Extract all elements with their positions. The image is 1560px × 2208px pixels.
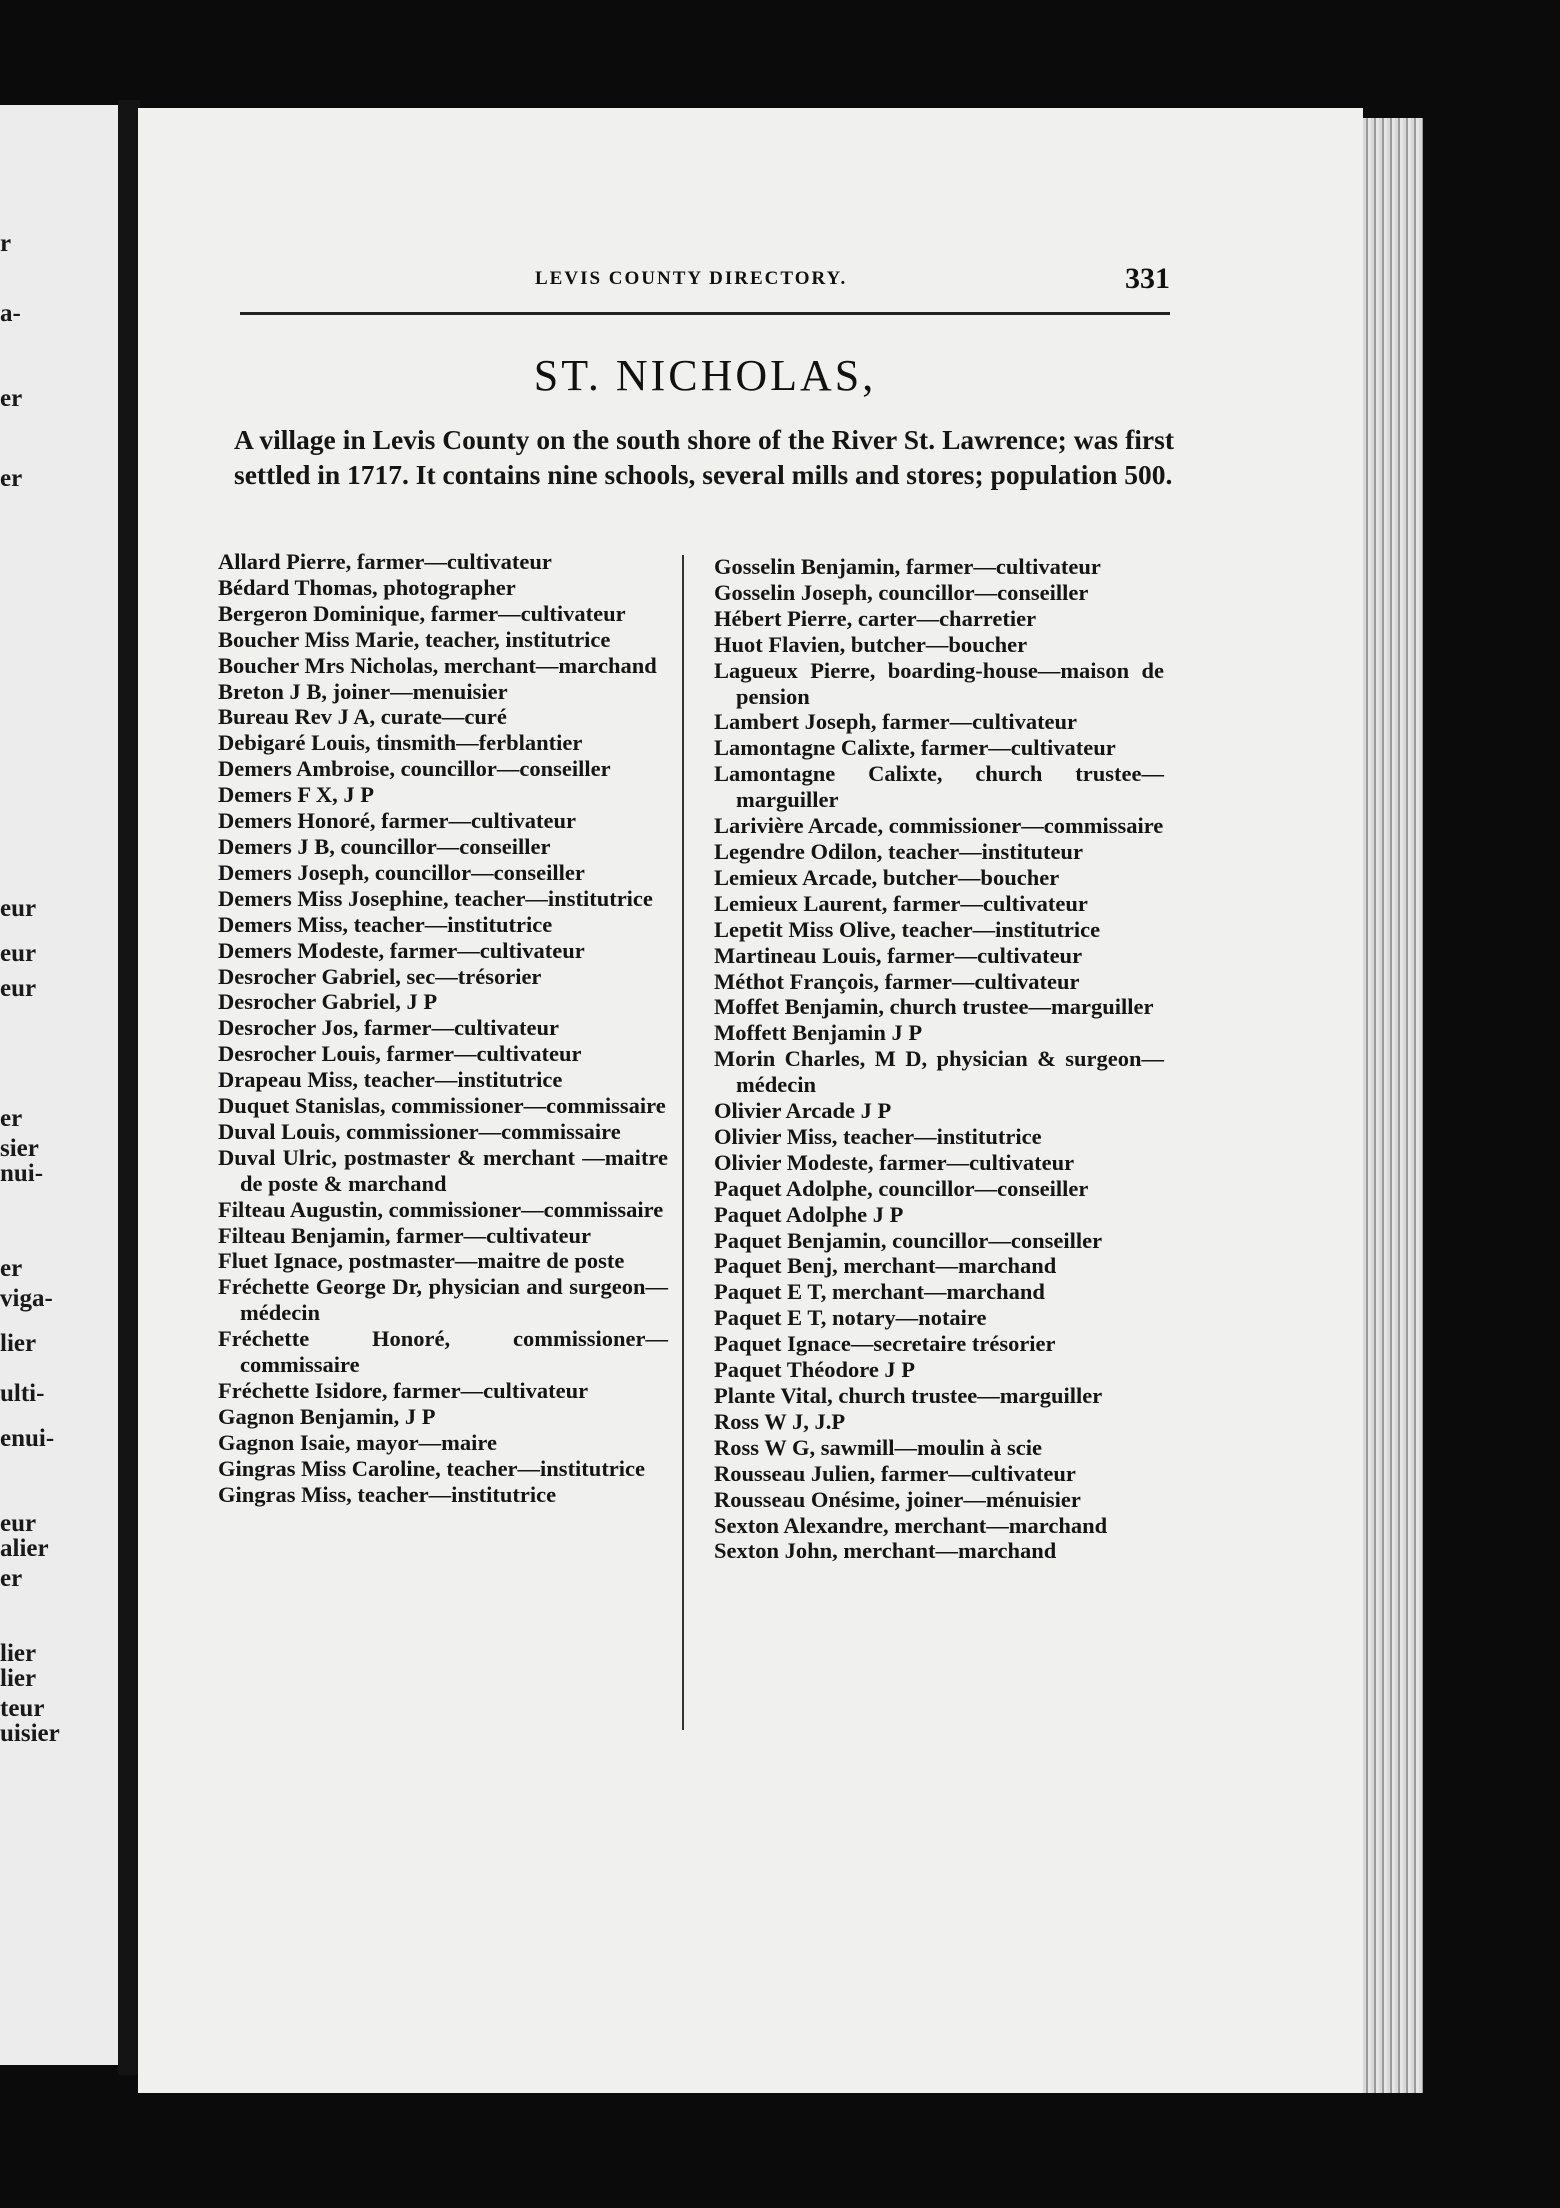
directory-entry: Lagueux Pierre, boarding-house—maison de pension (714, 657, 1164, 709)
left-page-fragment: er (0, 1255, 23, 1282)
directory-entry: Duquet Stanislas, commissioner—commissaire (218, 1093, 666, 1119)
directory-entry: Boucher Miss Marie, teacher, institutrice (218, 626, 611, 652)
left-page-fragment: er (0, 385, 23, 412)
left-page-fragment: eur (0, 895, 37, 922)
left-page-fragment: eur (0, 975, 37, 1002)
header-rule (240, 312, 1170, 315)
directory-entry: Lamontagne Calixte, farmer—cultivateur (714, 735, 1116, 761)
directory-entry: Demers Ambroise, councillor—conseiller (218, 756, 611, 782)
left-page-edge (0, 105, 121, 2065)
page-number: 331 (1125, 262, 1170, 295)
directory-entry: Paquet E T, notary—notaire (714, 1305, 987, 1331)
directory-entry: Bédard Thomas, photographer (218, 574, 516, 600)
directory-entry: Sexton John, merchant—marchand (714, 1538, 1057, 1564)
directory-entry: Gingras Miss, teacher—institutrice (218, 1481, 557, 1507)
left-page-fragment: uisier (0, 1720, 60, 1747)
left-page-fragment: enui- (0, 1425, 55, 1452)
left-page-fragment: lier (0, 1330, 37, 1357)
directory-entry: Paquet Adolphe J P (714, 1201, 904, 1227)
section-intro: A village in Levis County on the south shore of the River St. Lawrence; was first settled in 1717. It contains nine schools, several mills and stores; population 500. (234, 424, 1174, 490)
directory-entry: Olivier Miss, teacher—institutrice (714, 1123, 1042, 1149)
column-divider (682, 555, 684, 1730)
left-page-fragment: eur (0, 940, 37, 967)
directory-entry: Lambert Joseph, farmer—cultivateur (714, 709, 1078, 735)
directory-entry: Paquet Benjamin, councillor—conseiller (714, 1227, 1103, 1253)
left-page-fragment: a- (0, 300, 21, 327)
directory-entry: Desrocher Gabriel, sec—trésorier (218, 963, 542, 989)
directory-entry: Demers Joseph, councillor—conseiller (218, 859, 585, 885)
directory-entry: Paquet Adolphe, councillor—conseiller (714, 1175, 1089, 1201)
running-title: LEVIS COUNTY DIRECTORY. (535, 268, 848, 289)
left-page-fragment: lier (0, 1665, 37, 1692)
directory-entry: Bergeron Dominique, farmer—cultivateur (218, 600, 626, 626)
entries-left-column (218, 549, 668, 1508)
directory-entry: Gosselin Benjamin, farmer—cultivateur (714, 554, 1101, 579)
directory-entry: Debigaré Louis, tinsmith—ferblantier (218, 730, 583, 756)
directory-entry: Martineau Louis, farmer—cultivateur (714, 942, 1083, 968)
directory-entry: Demers F X, J P (218, 782, 374, 808)
directory-entry: Fréchette George Dr, physician and surgeon—médecin (218, 1274, 668, 1326)
directory-entry: Méthot François, farmer—cultivateur (714, 968, 1080, 994)
directory-entry: Rousseau Onésime, joiner—ménuisier (714, 1486, 1081, 1512)
directory-entry: Rousseau Julien, farmer—cultivateur (714, 1460, 1076, 1486)
book-gutter (118, 100, 140, 2075)
directory-entry: Bureau Rev J A, curate—curé (218, 704, 507, 730)
directory-entry: Moffett Benjamin J P (714, 1020, 923, 1046)
directory-entry: Drapeau Miss, teacher—institutrice (218, 1067, 563, 1093)
directory-entry: Desrocher Gabriel, J P (218, 989, 438, 1015)
left-page-fragment: teur (0, 1695, 45, 1722)
left-page-fragment: er (0, 1565, 23, 1592)
directory-entry: Desrocher Jos, farmer—cultivateur (218, 1015, 559, 1041)
directory-entry: Fréchette Isidore, farmer—cultivateur (218, 1378, 589, 1403)
directory-entry: Demers Honoré, farmer—cultivateur (218, 808, 576, 834)
directory-entry: Paquet E T, merchant—marchand (714, 1279, 1045, 1305)
left-page-fragment: viga- (0, 1285, 53, 1312)
running-head (240, 262, 1170, 302)
directory-entry: Demers Miss, teacher—institutrice (218, 911, 553, 937)
directory-entry: Sexton Alexandre, merchant—marchand (714, 1512, 1108, 1538)
directory-entry: Lemieux Laurent, farmer—cultivateur (714, 890, 1088, 916)
directory-entry: Desrocher Louis, farmer—cultivateur (218, 1041, 582, 1067)
directory-entry: Lemieux Arcade, butcher—boucher (714, 864, 1060, 890)
directory-entry: Fréchette Honoré, commissioner—commissaire (218, 1326, 668, 1378)
directory-entry: Hébert Pierre, carter—charretier (714, 605, 1037, 631)
section-title: ST. NICHOLAS, (533, 351, 877, 400)
directory-entry: Breton J B, joiner—menuisier (218, 678, 508, 704)
directory-entry: Lamontagne Calixte, church trustee—marguiller (714, 761, 1164, 813)
directory-entry: Legendre Odilon, teacher—instituteur (714, 838, 1083, 864)
directory-entry: Duval Louis, commissioner—commissaire (218, 1118, 621, 1144)
left-page-fragment: er (0, 1105, 23, 1132)
directory-entry: Huot Flavien, butcher—boucher (714, 631, 1028, 657)
directory-entry: Gagnon Benjamin, J P (218, 1403, 436, 1429)
directory-entry: Paquet Ignace—secretaire trésorier (714, 1331, 1056, 1357)
directory-entry: Demers J B, councillor—conseiller (218, 833, 551, 859)
directory-entry: Demers Miss Josephine, teacher—institutrice (218, 885, 653, 911)
page-stack-edge (1363, 118, 1423, 2093)
left-page-fragment: ulti- (0, 1380, 45, 1407)
left-page-fragment: nui- (0, 1160, 44, 1187)
directory-entry: Olivier Arcade J P (714, 1098, 892, 1124)
directory-entry: Morin Charles, M D, physician & surgeon—médecin (714, 1046, 1164, 1098)
directory-entry: Filteau Augustin, commissioner—commissaire (218, 1196, 664, 1222)
directory-entry: Fluet Ignace, postmaster—maitre de poste (218, 1248, 625, 1274)
left-page-fragment: er (0, 465, 23, 492)
directory-entry: Demers Modeste, farmer—cultivateur (218, 937, 585, 963)
directory-entry: Gosselin Joseph, councillor—conseiller (714, 579, 1089, 605)
directory-entry: Ross W G, sawmill—moulin à scie (714, 1434, 1042, 1460)
directory-entry: Larivière Arcade, commissioner—commissaire (714, 813, 1164, 839)
left-page-fragment: r (0, 230, 12, 257)
directory-entry: Duval Ulric, postmaster & merchant —maitre de poste & marchand (218, 1144, 668, 1196)
directory-entry: Gagnon Isaie, mayor—maire (218, 1429, 497, 1455)
directory-entry: Gingras Miss Caroline, teacher—institutrice (218, 1455, 646, 1481)
directory-entry: Filteau Benjamin, farmer—cultivateur (218, 1222, 592, 1248)
directory-entry: Boucher Mrs Nicholas, merchant—marchand (218, 652, 657, 678)
directory-entry: Ross W J, J.P (714, 1408, 846, 1434)
left-page-fragment: lier (0, 1640, 37, 1667)
left-page-fragment: sier (0, 1135, 39, 1162)
directory-entry: Olivier Modeste, farmer—cultivateur (714, 1149, 1075, 1175)
directory-entry: Plante Vital, church trustee—marguiller (714, 1383, 1103, 1408)
directory-entry: Paquet Théodore J P (714, 1357, 916, 1383)
directory-entry: Moffet Benjamin, church trustee—marguiller (714, 994, 1154, 1020)
left-page-fragment: alier (0, 1535, 49, 1562)
directory-entry: Paquet Benj, merchant—marchand (714, 1253, 1057, 1279)
directory-entry: Lepetit Miss Olive, teacher—institutrice (714, 916, 1101, 942)
directory-entry: Allard Pierre, farmer—cultivateur (218, 549, 552, 574)
entries-right-column (714, 554, 1164, 1564)
left-page-fragment: eur (0, 1510, 37, 1537)
